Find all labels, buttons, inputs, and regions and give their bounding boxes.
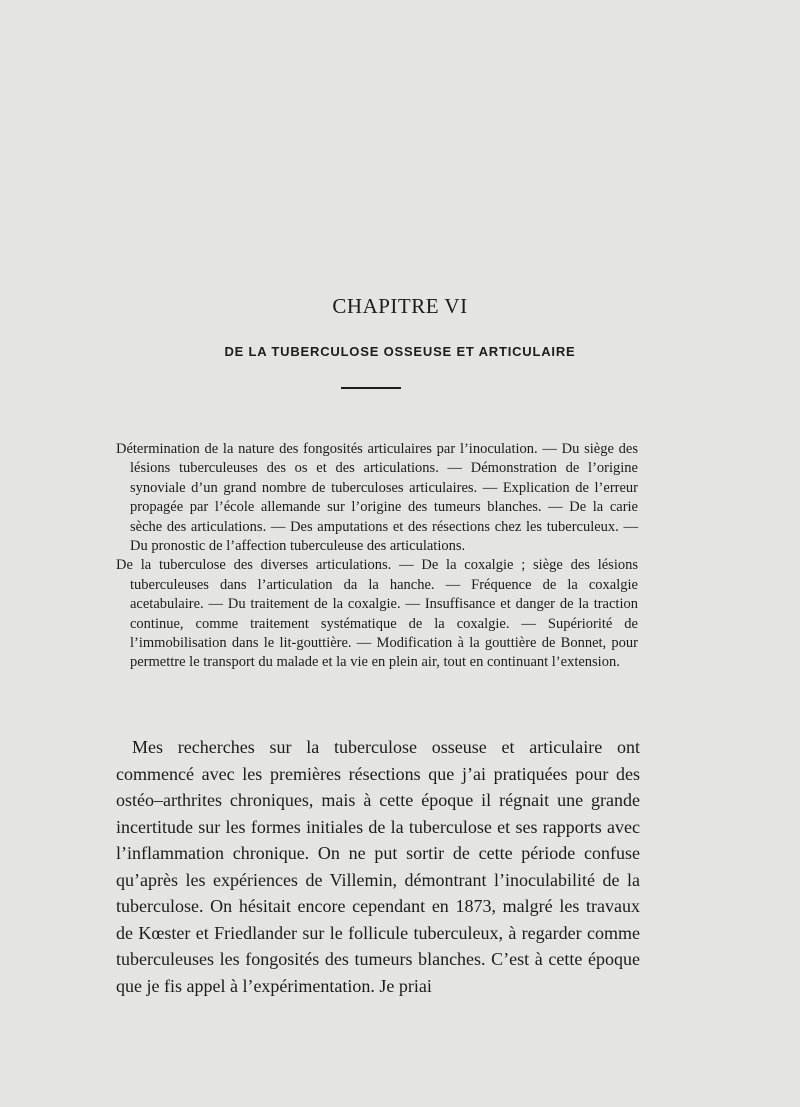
chapter-subtitle: DE LA TUBERCULOSE OSSEUSE ET ARTICULAIRE (224, 344, 576, 359)
chapter-title: CHAPITRE VI (332, 294, 468, 318)
title-divider (341, 387, 401, 389)
chapter-summary (116, 440, 638, 673)
summary-paragraph: Détermination de la nature des fongosités articulaires par l’inoculation. — Du siège des lésions tuberculeuses des os et des articulations. — Démonstration de l’origine synoviale d’un grand nombre de tuberculoses articulaires. — Explication de l’erreur propagée par l’école allemande sur l’origine des tumeurs blanches. — De la carie sèche des articulations. — Des amputations et des résections chez les tuberculeux. — Du pronostic de l’affection tuberculeuse des articulations. (116, 441, 638, 555)
summary-paragraph: De la tuberculose des diverses articulations. — De la coxalgie ; siège des lésions tuberculeuses dans l’articulation da la hanche. — Fréquence de la coxalgie acetabulaire. — Du traitement de la coxalgie. — Insuffisance et danger de la traction continue, comme traitement systématique de la coxalgie. — Supériorité de l’immobilisation dans le lit-gouttière. — Modification à la gouttière de Bonnet, pour permettre le transport du malade et la vie en plein air, tout en continuant l’extension. (116, 557, 638, 671)
body-text (116, 734, 640, 999)
body-paragraph: Mes recherches sur la tuberculose osseuse et articulaire ont commencé avec les premières résections que j’ai pratiquées pour des ostéo–arthrites chroniques, mais à cette époque il régnait une grande incertitude sur les formes initiales de la tuberculose et ses rapports avec l’inflammation chronique. On ne put sortir de cette période confuse qu’après les expériences de Villemin, démontrant l’inoculabilité de la tuberculose. On hésitait encore cependant en 1873, malgré les travaux de Kœster et Friedlander sur le follicule tuberculeux, à regarder comme tuberculeuses les fongosités des tumeurs blanches. C’est à cette époque que je fis appel à l’expérimentation. Je priai (116, 737, 640, 996)
